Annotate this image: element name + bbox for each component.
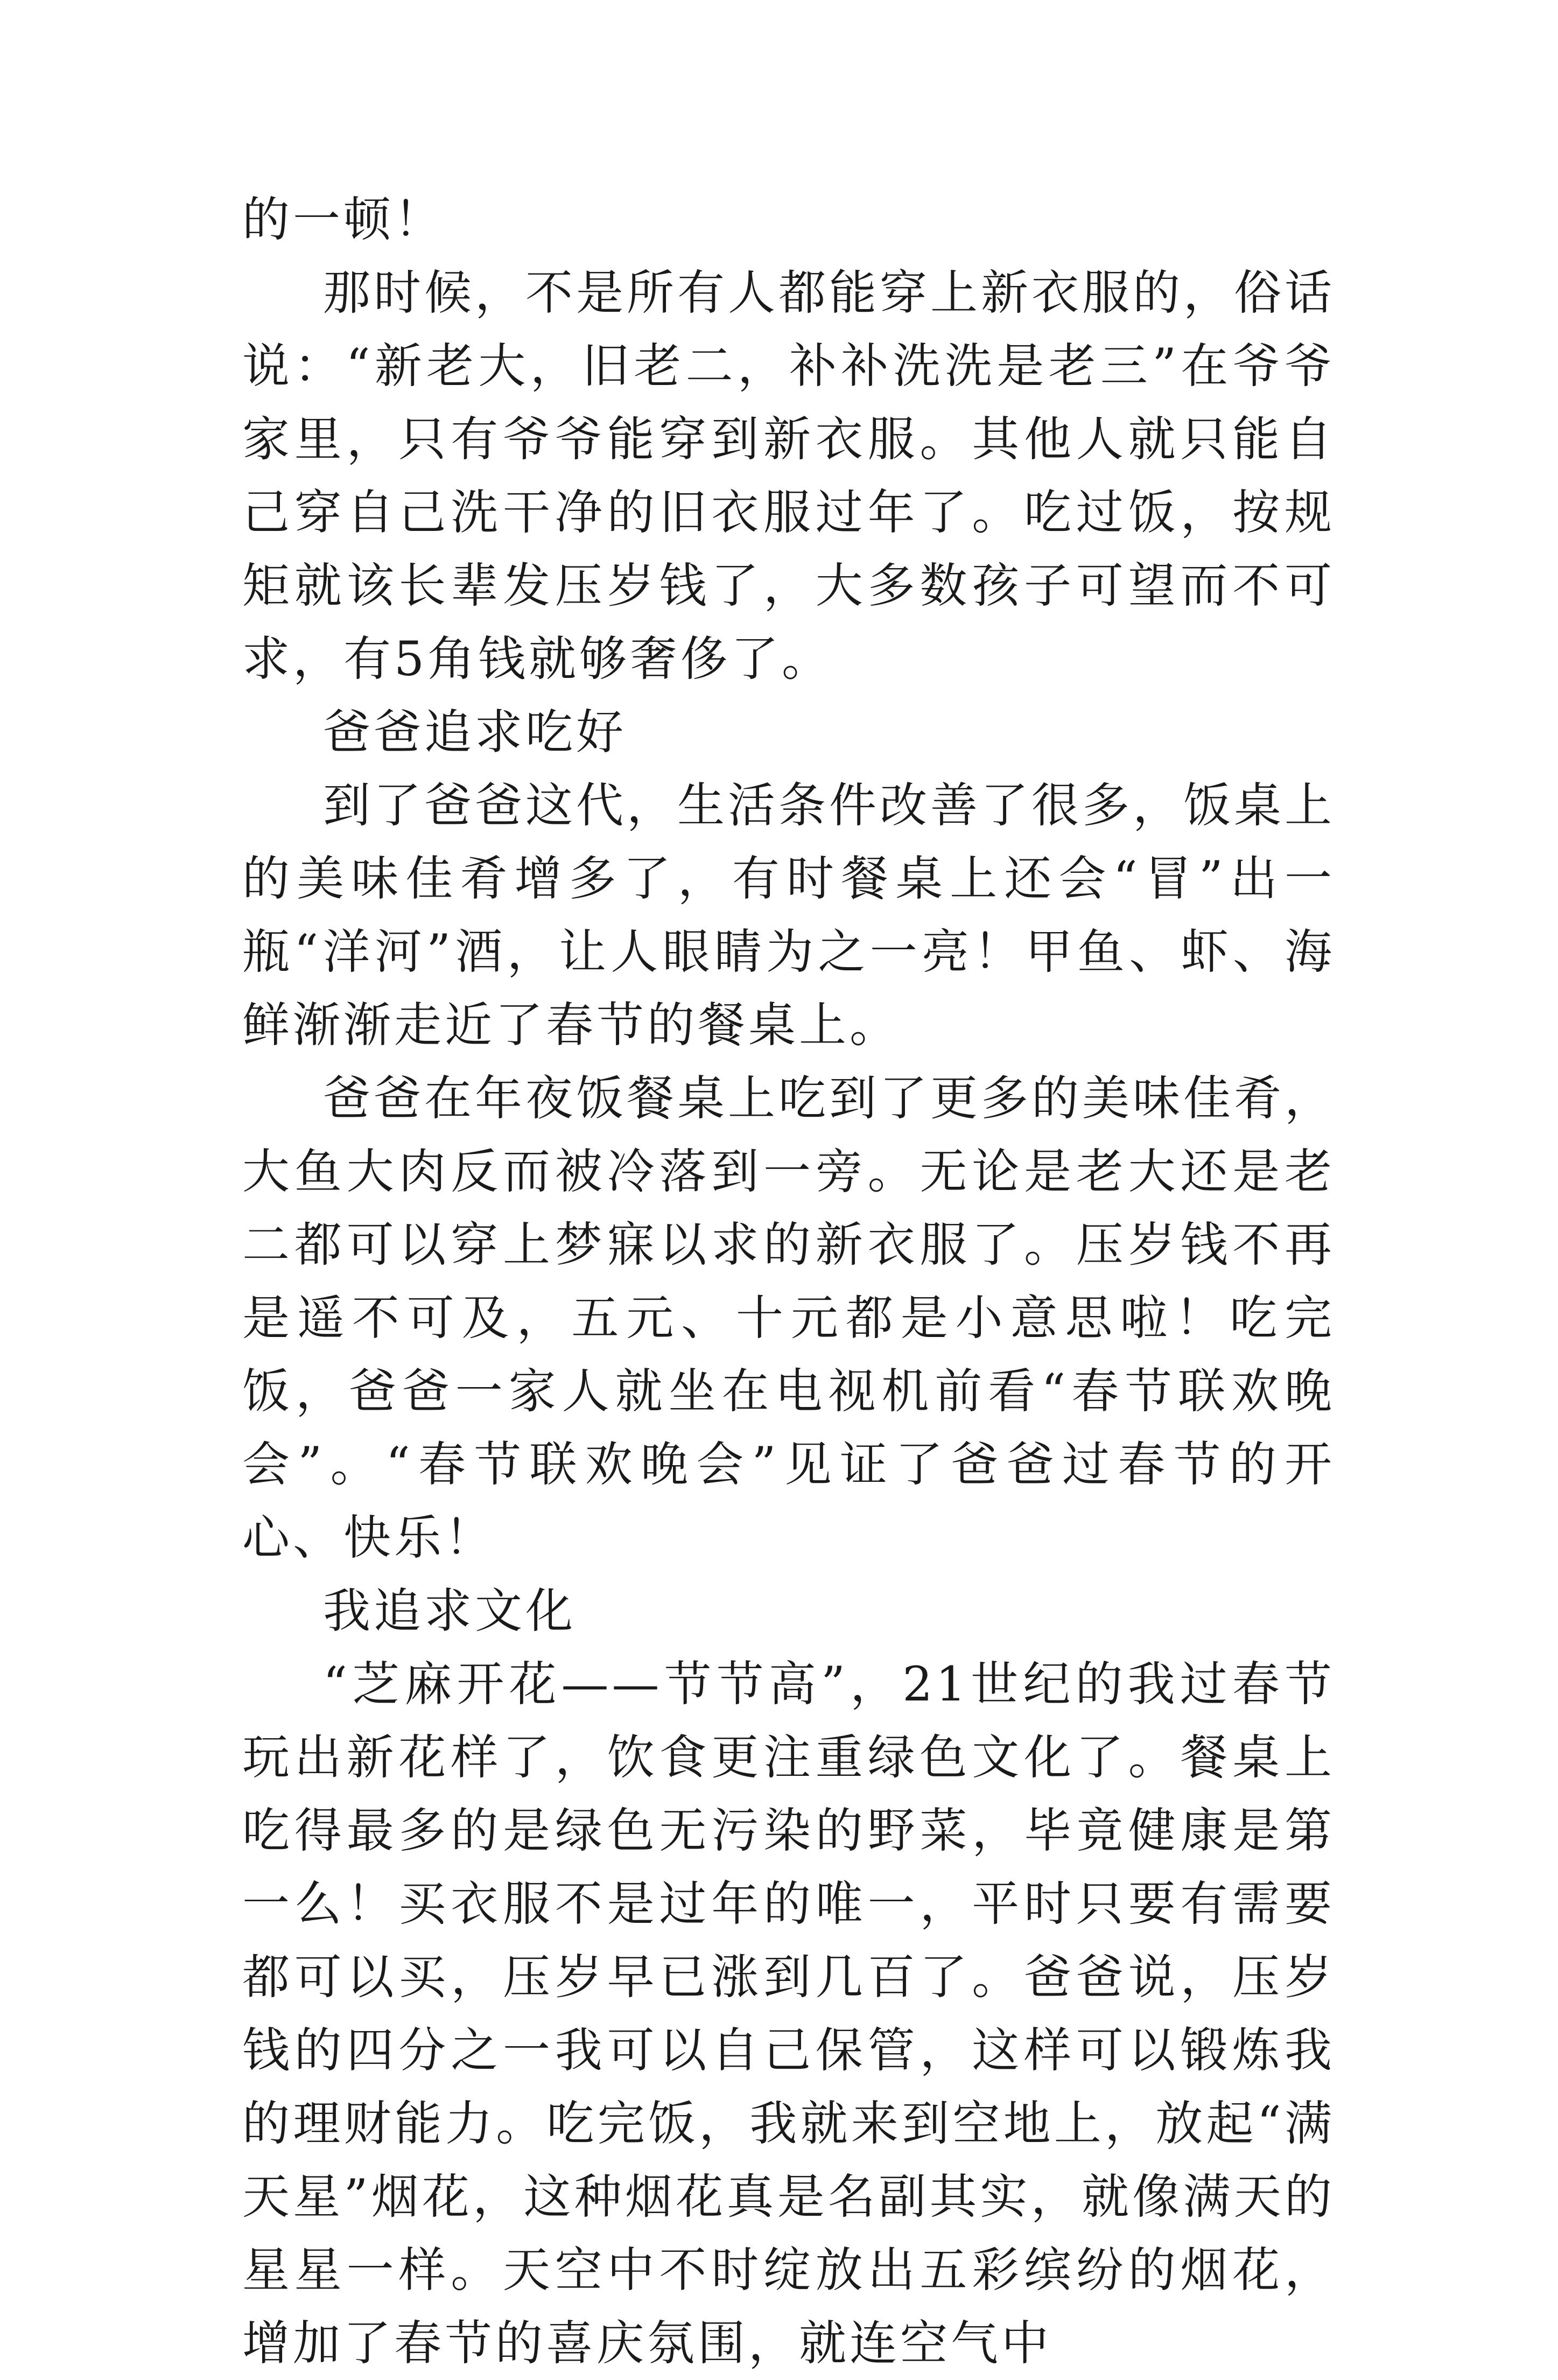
paragraph-continuation: 的一顿！ bbox=[242, 192, 445, 247]
paragraph-me-culture: “芝麻开花——节节高”，21世纪的我过春节玩出新花样了，饮食更注重绿色文化了。餐桌上吃得最多的是绿色无污染的野菜，毕竟健康是第一么！买衣服不是过年的唯一，平时只要有需要都可以买，压岁早已涨到几百了。爸爸说，压岁钱的四分之一我可以自己保管，这样可以锻炼我的理财能力。吃完饭，我就来到空地上，放起“满天星”烟花，这种烟花真是名副其实，就像满天的星星一样。天空中不时绽放出五彩缤纷的烟花，增加了春节的喜庆氛围，就连空气中 bbox=[242, 1656, 1335, 2371]
paragraph-dad-food: 到了爸爸这代，生活条件改善了很多，饭桌上的美味佳肴增多了，有时餐桌上还会“冒”出一瓶“洋河”酒，让人眼睛为之一亮！甲鱼、虾、海鲜渐渐走近了春节的餐桌上。 bbox=[242, 778, 1336, 1053]
section-heading-me: 我追求文化 bbox=[323, 1583, 577, 1639]
paragraph-grandpa-clothes: 那时候，不是所有人都能穿上新衣服的，俗话说：“新老大，旧老二，补补洗洗是老三”在爷爷家里，只有爷爷能穿到新衣服。其他人就只能自己穿自己洗干净的旧衣服过年了。吃过饭，按规矩就该长辈发压岁钱了，大多数孩子可望而不可求，有5角钱就够奢侈了。 bbox=[242, 265, 1336, 687]
section-heading-dad: 爸爸追求吃好 bbox=[323, 704, 627, 760]
article-body bbox=[242, 183, 1335, 2380]
paragraph-dad-newyear: 爸爸在年夜饭餐桌上吃到了更多的美味佳肴，大鱼大肉反而被冷落到一旁。无论是老大还是老二都可以穿上梦寐以求的新衣服了。压岁钱不再是遥不可及，五元、十元都是小意思啦！吃完饭，爸爸一家人就坐在电视机前看“春节联欢晚会”。“春节联欢晚会”见证了爸爸过春节的开心、快乐！ bbox=[242, 1070, 1336, 1565]
